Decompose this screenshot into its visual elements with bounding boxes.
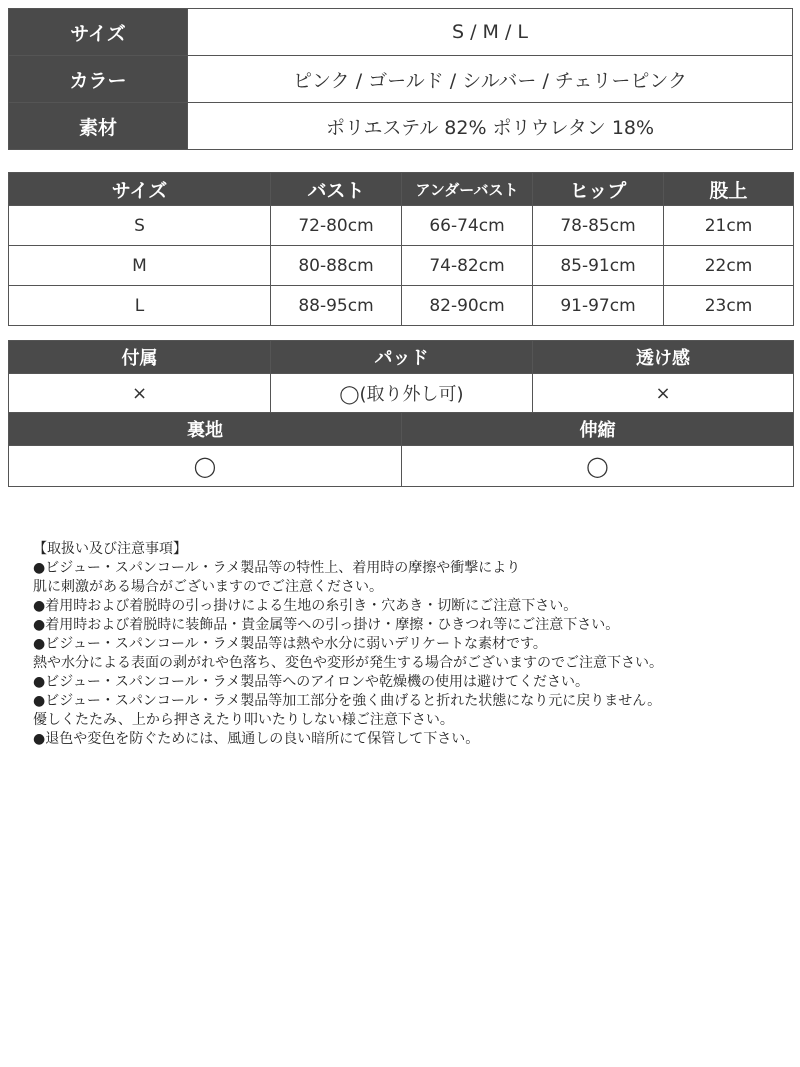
table-row [9,206,794,246]
size-table [8,172,794,326]
spec-table [8,8,793,150]
attr-header-pad: パッド [271,341,533,374]
spec-row-color [9,56,793,103]
size-cell: 85-91cm [533,246,664,286]
attribute-value-row [9,374,794,413]
size-header-rise: 股上 [664,173,794,206]
spec-label-material: 素材 [9,103,188,150]
attribute-value-row [9,446,794,487]
care-note-line: 熱や水分による表面の剥がれや色落ち、変色や変形が発生する場合がございますのでご注意下さい。 [33,655,663,671]
care-note-line: ●ビジュー・スパンコール・ラメ製品等へのアイロンや乾燥機の使用は避けてください。 [33,674,589,690]
spec-value-color: ピンク / ゴールド / シルバー / チェリーピンク [188,56,793,103]
spec-value-material: ポリエステル 82% ポリウレタン 18% [188,103,793,150]
size-header-bust: バスト [271,173,402,206]
spec-label-size: サイズ [9,9,188,56]
attr-header-accessory: 付属 [9,341,271,374]
table-row [9,286,794,326]
care-note-line: ●着用時および着脱時の引っ掛けによる生地の糸引き・穴あき・切断にご注意下さい。 [33,598,578,614]
care-note-line: ●ビジュー・スパンコール・ラメ製品等の特性上、着用時の摩擦や衝撃により [33,560,521,576]
size-header-hip: ヒップ [533,173,664,206]
size-cell: S [9,206,271,246]
size-cell: 21cm [664,206,794,246]
care-note-line: ●退色や変色を防ぐためには、風通しの良い暗所にて保管して下さい。 [33,731,480,747]
attr-header-lining: 裏地 [9,413,402,446]
size-cell: 91-97cm [533,286,664,326]
size-header-underbust: アンダーバスト [402,173,533,206]
size-cell: 88-95cm [271,286,402,326]
size-cell: 22cm [664,246,794,286]
size-cell: 66-74cm [402,206,533,246]
size-cell: L [9,286,271,326]
attr-value-pad: ◯(取り外し可) [271,374,533,413]
attribute-header-row [9,413,794,446]
size-cell: 82-90cm [402,286,533,326]
size-cell: M [9,246,271,286]
size-cell: 23cm [664,286,794,326]
size-header-size: サイズ [9,173,271,206]
attr-value-stretch: ◯ [402,446,794,487]
attribute-table-2 [8,412,794,487]
care-note-line: ●ビジュー・スパンコール・ラメ製品等加工部分を強く曲げると折れた状態になり元に戻りません。 [33,693,662,709]
attr-value-lining: ◯ [9,446,402,487]
care-notes-title: 【取扱い及び注意事項】 [33,541,187,557]
care-note-line: ●着用時および着脱時に装飾品・貴金属等への引っ掛け・摩擦・ひきつれ等にご注意下さい。 [33,617,620,633]
attribute-header-row [9,341,794,374]
size-cell: 72-80cm [271,206,402,246]
spec-row-size [9,9,793,56]
attr-value-accessory: × [9,374,271,413]
attr-header-sheerness: 透け感 [533,341,794,374]
size-cell: 74-82cm [402,246,533,286]
care-note-line: 優しくたたみ、上から押さえたり叩いたりしない様ご注意下さい。 [33,712,454,728]
size-cell: 78-85cm [533,206,664,246]
attr-value-sheerness: × [533,374,794,413]
care-notes [33,540,793,749]
spec-value-size: S / M / L [188,9,793,56]
size-header-row [9,173,794,206]
size-cell: 80-88cm [271,246,402,286]
spec-row-material [9,103,793,150]
spec-label-color: カラー [9,56,188,103]
care-note-line: ●ビジュー・スパンコール・ラメ製品等は熱や水分に弱いデリケートな素材です。 [33,636,547,652]
care-note-line: 肌に刺激がある場合がございますのでご注意ください。 [33,579,383,595]
table-row [9,246,794,286]
attr-header-stretch: 伸縮 [402,413,794,446]
attribute-table-1 [8,340,794,413]
